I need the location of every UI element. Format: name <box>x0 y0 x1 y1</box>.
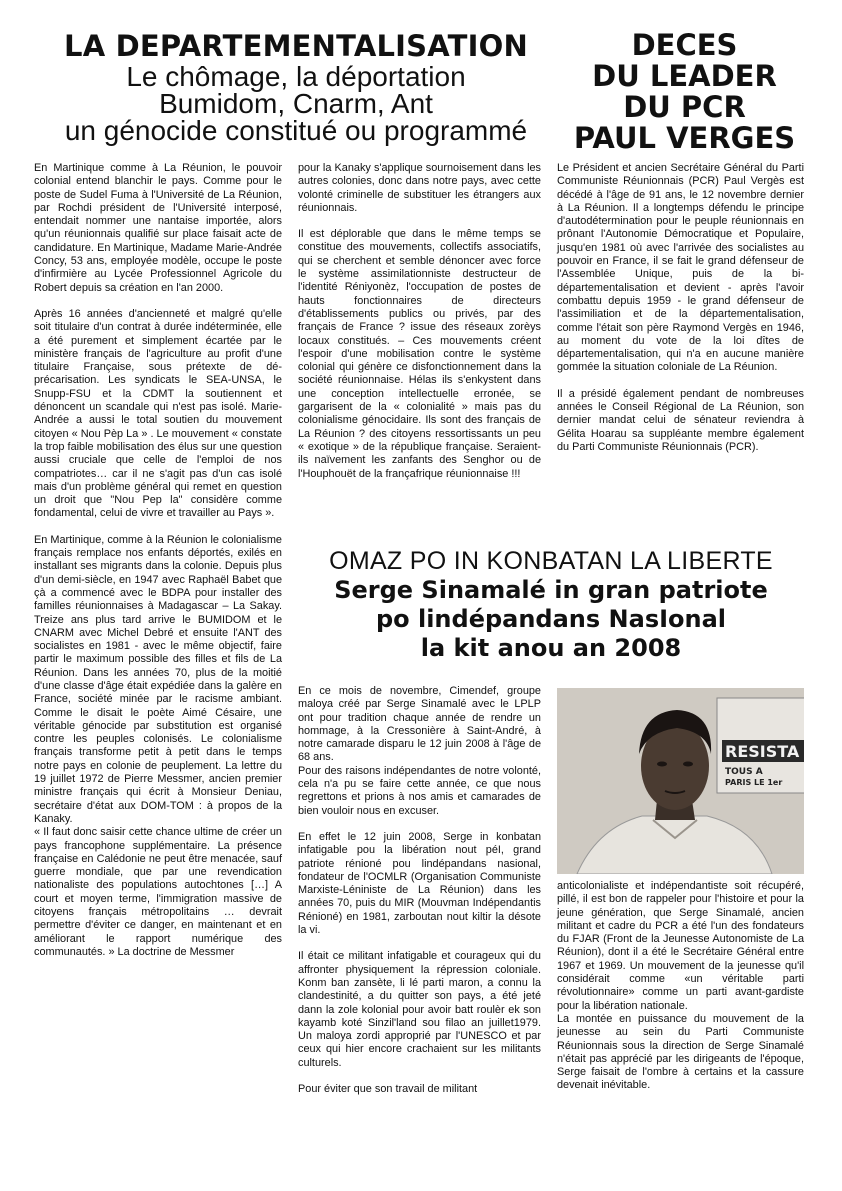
poster-text-2: TOUS A <box>725 767 763 777</box>
article-column-1 <box>34 162 282 959</box>
headline-subtitle-1: Le chômage, la déportation <box>126 61 466 92</box>
paragraph: pour la Kanaky s'applique sournoisement dans les autres colonies, donc dans notre pays, avec cette volonté criminelle de substituer les étrangers aux réunionnais. <box>298 162 541 214</box>
paragraph: En Martinique, comme à la Réunion le colonialisme français remplace nos enfants déportés, exilés en installant ses migrants dans la colonie. Depuis plus d'un demi-siècle, en 1947 avec Raphaël Babet que çà a commencé avec le BDPA pour installer des familles réunionnaises à Madagascar – La Sakay. Treize ans plus tard arrive le BUMIDOM et le CNARM avec Michel Debré et ensuite l'ANT des socialistes en 1981 - avec le même objectif, faire partir le maximum possible des filles et fils de La Réunion. Dans les années 70, plus de la moitié d'une classe d'âge était expédiée dans la galère en France, société minée par le racisme ambiant. Comme le disait le poète Aimé Césaire, une véritable génocide par substitution est organisé contre les peuples colonisés. Le colonialisme français transforme petit à petit dans le temps notre pays en colonie de peuplement. La lettre du 19 juillet 1972 de Pierre Messmer, ancien premier ministre français qui écrit à Monsieur Deniau, secrétaire d'état aux DOM-TOM : à propos de la Kanaky. <box>34 533 282 825</box>
paragraph: Le Président et ancien Secrétaire Général du Parti Communiste Réunionnais (PCR) Paul Vergès est décédé à l'âge de 91 ans, le 12 novembre dernier à La Réunion. Il a longtemps défendu le principe d'autodétermination pour le peuple réunionnais en prônant l'Autonomie Démocratique et Populaire, jusqu'en 1981 où avec l'arrivée des socialistes au pouvoir en France, il se fait le grand défenseur de l'Assemblée Unique, puis de la bi-départementalisation et devient - après l'avoir combattu depuis 1959 - le grand défenseur de l'assimiliation et de la départementalisation, comme l'était son père Raymond Vergès en 1946, au moment du vote de la loi dîtes de départementalisation, qui n'a en aucune manière gommée la situation coloniale de La Réunion. <box>557 162 804 374</box>
paragraph: En Martinique comme à La Réunion, le pouvoir colonial entend blanchir le pays. Comme pour le poste de Sudel Fuma à l'Université de La Réunion, par Rochdi président de l'Université interposé, entendait nommer une nantaise importée, alors qu'un réunionnais qualifié sur place faisait acte de candidature. En Martinique, Madame Marie-Andrée Concy, 53 ans, employée modèle, occupe le poste d'infirmière au Lycée Professionnel Agricole du Robert depuis sa création en l'an 2000. <box>34 162 282 294</box>
article-column-2 <box>298 162 541 481</box>
paragraph: anticolonialiste et indépendantiste soit récupéré, pillé, il est bon de rappeler pour l'histoire et pour la jeune génération, que Serge Sinamalé, ancien militant et cadre du PCR a été l'un des fondateurs du FJAR (Front de la Jeunesse Autonomiste de La Réunion), dont il a été le Secrétaire Général entre 1967 et 1969. Un mouvement de la jeunesse qu'il considérait comme «un véritable parti révolutionnaire» comme un parti avant-gardiste pour la libération nationale. <box>557 880 804 1012</box>
poster-text-3: PARIS LE 1er <box>725 778 783 787</box>
obituary-column <box>557 162 804 454</box>
headline-subtitle-3: un génocide constitué ou programmé <box>64 115 528 146</box>
left-headline <box>36 30 556 144</box>
right-headline-line-1: DECES <box>631 28 738 62</box>
paragraph: Il est déplorable que dans le même temps se constitue des mouvements, collectifs associatifs, qui se cherchent et semble dénoncer avec force le système assimilationniste destructeur de l'identité Réniyonèz, l'occupation de postes de hauts fonctionnaires de directeurs d'établissements publics ou privés, par des français de France ? issue des réseaux zorèys locaux constitués. – Ces mouvements créent l'espoir d'une mobilisation contre le système colonial qui génère ce disfonctionnement dans la société réunionnaise. Hélas ils s'enkystent dans une conception intellectuelle erronée, se gargarisent de la « colonialité » mais pas du colonialisme génocidaire. Ils sont des français de La Réunion ? des citoyens ressortissants un peu « exotique » de la république française. Seraient-ils naïvement les zanfants des Senghor ou de l'Houphouët de la françafrique réunionnaise !!! <box>298 228 541 480</box>
portrait-photo <box>557 688 804 874</box>
headline-subtitle-2: Bumidom, Cnarm, Ant <box>159 88 433 119</box>
poster-text-1: RESISTA <box>725 742 800 761</box>
portrait-illustration <box>557 688 804 874</box>
paragraph: En effet le 12 juin 2008, Serge in konbatan infatigable pou la libération nout péI, grand patriote rénioné pou lindépandans nasional, fondateur de l'OCMLR (Organisation Communiste Marxiste-Léniniste de La Réunion) dans les années 70, puis du MIR (Mouvman Indépendantis Rénioné) en 1981, zarboutan nout kiltir la désote la vi. <box>298 830 541 937</box>
paragraph: En ce mois de novembre, Cimendef, groupe maloya créé par Serge Sinamalé avec le LPLP ont pour tradition chaque année de rendre un hommage, à la Cressonière à Saint-André, à notre camarade disparu le 12 juin 2008 à l'âge de 68 ans. <box>298 685 541 764</box>
paragraph: Il était ce militant infatigable et courageux qui du affronter physiquement la répression coloniale. Konm ban zansète, li lé parti maron, a connu la clandestinité, a du quitter son pays, a été jeté dann la zole kolonial pour avoir batt roulèr ek son kayamb koté Sinzil'land sou filao an juillet1979. Un maloya zordi approprié par l'UNESCO et par ceux qui hier encore crachaient sur les militants culturels. <box>298 950 541 1069</box>
tribute-headline <box>298 546 804 663</box>
paragraph: « Il faut donc saisir cette chance ultime de créer un pays francophone supplémentaire. La présence française en Calédonie ne peut être menacée, sauf guerre mondiale, que par une revendication nationaliste des populations autochtones […] A court et moyen terme, l'immigration massive de citoyens français métropolitains … devrait permettre d'éviter ce danger, en maintenant et en améliorant le rapport numérique des communautés. » La doctrine de Messmer <box>34 826 282 958</box>
paragraph: La montée en puissance du mouvement de la jeunesse au sein du Parti Communiste Réunionnais sous la direction de Serge Sinamalé n'était pas apprécié par les dirigeants de l'époque, Serge faisait de l'ombre à certains et la cassure devenait inévitable. <box>557 1012 804 1092</box>
headline-title: LA DEPARTEMENTALISATION <box>64 29 528 63</box>
right-headline-line-4: PAUL VERGES <box>573 121 796 155</box>
paragraph: Pour des raisons indépendantes de notre volonté, cela n'a pu se faire cette année, ce que nous regrettons et prions à nos amis et camarades de bien vouloir nous en excuser. <box>298 764 541 817</box>
paragraph: Il a présidé également pendant de nombreuses années le Conseil Régional de La Réunion, son dernier mandat celui de sénateur reviendra à Gélita Hoarau sa suppléante membre également du Parti Communiste Réunionnais (PCR). <box>557 387 804 453</box>
tribute-column-1 <box>298 685 541 1096</box>
tribute-kicker: OMAZ PO IN KONBATAN LA LIBERTE <box>329 547 773 575</box>
right-headline <box>562 30 807 154</box>
tribute-title-line-1: Serge Sinamalé in gran patriote <box>334 576 768 604</box>
paragraph: Après 16 années d'ancienneté et malgré qu'elle soit titulaire d'un contrat à durée indéterminée, elle a été purement et simplement écartée par le ministère français de l'agriculture au profit d'une titulaire Française, sous prétexte de dé-précarisation. Les syndicats le SEA-UNSA, le Snupp-FSU et la CDMT la soutiennent et dénoncent un scandale qui n'est pas isolé. Marie-Andrée a aussi le total soutien du mouvement citoyen « Nou Pèp La » . Le mouvement « constate la trop faible mobilisation des élus sur une question aussi cruciale que celle de l'emploi de nos compatriotes… car il ne s'agit pas d'un cas isolé mais d'un problème général qui remet en question un droit que "Nou Pep la" considère comme fondamental, celui de vivre et travailler au Pays ». <box>34 307 282 520</box>
tribute-title-line-3: la kit anou an 2008 <box>420 634 682 662</box>
right-headline-line-2: DU LEADER <box>592 59 777 93</box>
right-headline-line-3: DU PCR <box>623 90 746 124</box>
tribute-title-line-2: po lindépandans NasIonal <box>375 605 727 633</box>
tribute-column-2 <box>557 880 804 1093</box>
paragraph: Pour éviter que son travail de militant <box>298 1083 478 1096</box>
